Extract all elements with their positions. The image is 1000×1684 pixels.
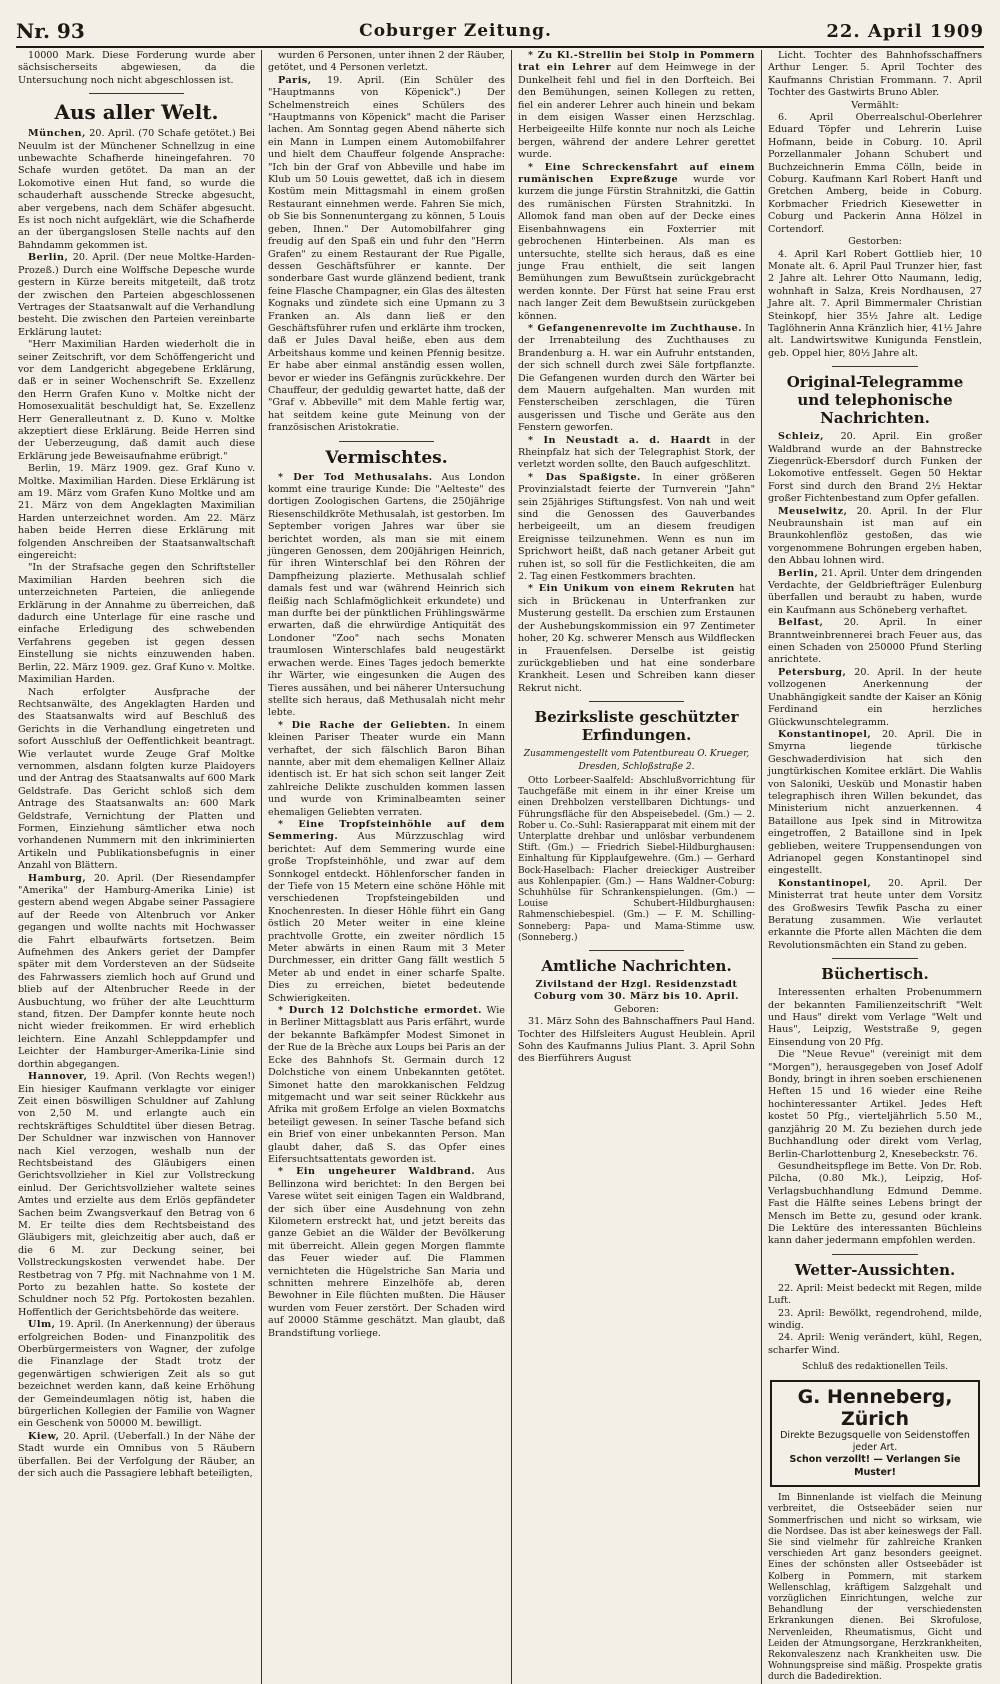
article-text: hat sich in Brückenau in Unterfranken zur Musterung gestellt. Da erschien zum Erstaunen der Aushebungskommission ein 97 Zentimeter hoher, 20 Kg. schwerer Mensch aus Wildflecken in Frauenfelsen. Derselbe ist geistig zurückgeblieben und hat eine sonderbare Krankheit. Lesen und Schreiben kann dieser Rekrut nicht. [518, 583, 755, 694]
article-text: Aus Mürzzuschlag wird berichtet: Auf dem Semmering wurde eine große Tropfsteinhöhle, und zwar auf dem Sonnkogel entdeckt. Höhlenforscher fanden in der Tiefe von 15 Metern eine schöne Höhle mit verschiedenen Tropfsteingebilden und Knochenresten. In dieser Höhle führt ein Gang östlich 20 Meter weiter in eine kleine prachtvolle Grotte, ein zweiter nördlich 15 Meter abwärts in einen Raum mit 3 Meter Durchmesser, ein dritter Gang fällt westlich 5 Meter ab und endet in einer scharfe Spalte. Dies zu erreichen, bietet bedeutende Schwierigkeiten. [268, 831, 505, 1004]
dateline: Konstantinopel, [778, 877, 872, 889]
article-paragraph [268, 472, 505, 720]
divider [589, 950, 684, 951]
dateline: Berlin, [778, 567, 819, 579]
section-title: Büchertisch. [821, 965, 929, 984]
column-4 [762, 50, 988, 1684]
article-paragraph: 4. April Karl Robert Gottlieb hier, 10 Monate alt. 6. April Paul Trunzer hier, fast 2 Jahre alt. Lehrer Otto Naumann, ledig, wohnhaft in Salza, Kreis Nordhausen, 27 Jahre alt. 7. April Bimmermaler Christian Steinkopf, hier 35½ Jahre alt. Ledige Taglöhnerin Anna Kränzlich hier, 41½ Jahre alt. Landwirtswitwe Kunigunda Fenstlein, geb. Oppel hier, 80½ Jahre alt. [768, 248, 982, 359]
article-text: 20. April. In einer Branntweinbrennerei brach Feuer aus, das einen Schaden von 250000 Pfund Sterling anrichtete. [768, 617, 982, 666]
article-text: 19. April. (In Anerkennung) der überaus erfolgreichen Boden- und Finanzpolitik des Oberbürgermeisters von Wagner, der zufolge die Finanzlage der Stadt trotz der gegenwärtigen schwierigen Zeit als so gut bezeichnet werden kann, daß keine Erhöhung der Gemeindeumlagen nötig ist, haben die bürgerlichen Kollegien der Familie von Wagner ein Geschenk von 50000 M. bewilligt. [18, 1319, 255, 1430]
dateline: Hannover, [28, 1071, 88, 1083]
subsection-heading: Vermählt: [851, 99, 899, 111]
article-paragraph: wurden 6 Personen, unter ihnen 2 der Räuber, getötet, und 4 Personen verletzt. [268, 50, 505, 74]
dateline: Meuselwitz, [778, 505, 848, 517]
issue-date: 22. April 1909 [826, 20, 984, 42]
article-paragraph: Im Binnenlande ist vielfach die Meinung verbreitet, die Ostseebäder seien nur Sommerfrischen und nicht so wirksam, wie die Nordsee. Das ist aber keineswegs der Fall. Sie sind vielmehr für zahlreiche Kranken verschieden Art ganz besonders geeignet. Eines der schönsten aller Ostseebäder ist Kolberg in Pommern, mit starkem Wellenschlag, kräftigem Salzgehalt und vorzüglichen Einrichtungen, welche zur Behandlung der verschiedensten Erkrankungen dienen. Bei Skrofulose, Nervenleiden, Rheumatismus, Gicht und Leiden der Atmungsorgane, Herzkrankheiten, Rekonvaleszenz nach Krankheiten usw. Die Wohnungspreise sind mäßig. Prospekte gratis durch die Badedirektion. [768, 1493, 982, 1683]
dateline: Petersburg, [778, 666, 847, 678]
article-paragraph: Nach erfolgter Ausfprache der Rechtsanwälte, des Angeklagten Harden und des Staatsanwalts wird auf Beschluß des Gerichts in die Verhandlung eingetreten und sofort Ausschluß der Oeffentlichkeit beantragt. Wie verlautet wurde Zeuge Graf Moltke vernommen, alsdann folgten kurze Plaidoyers und der Antrag des Staatsanwalts auf 600 Mark Geldstrafe. Das Gericht schloß sich dem Antrage des Staatsanwalts an: 600 Mark Geldstrafe, Vernichtung der Platten und Formen, Einziehung sämtlicher etwa noch vorhandenen Nummern mit den inkriminierten Artikeln und Publikationsbefugnis in einer Anzahl von Blättern. [18, 686, 255, 872]
advertisement-line: Direkte Bezugsquelle von Seidenstoffen jeder Art. [780, 1429, 970, 1453]
article-paragraph: Licht. Tochter des Bahnhofsschaffners Arthur Lenger. 5. April Tochter des Kaufmanns Christian Frommann. 7. April Tochter des Gastwirts Bruno Abler. [768, 50, 982, 99]
article-text: 20. April. (70 Schafe getötet.) Bei Neuulm ist der Münchener Schnellzug in eine unbewachte Schafherde hineingefahren. 70 Schafe wurden getötet. Da man an der Lokomotive einen Hut fand, so wurde die schauderhaft ausschende Strecke abgesucht, aber vergebens, nach dem Schäfer abgesucht. Es ist noch nicht aufgeklärt, wie die Schafherde an der übergangslosen Stelle nachts auf den Bahndamm gekommen ist. [18, 128, 256, 251]
article-paragraph [518, 583, 755, 695]
dateline: Ulm, [28, 1319, 56, 1331]
dateline: Kiew, [28, 1430, 60, 1442]
article-paragraph: Die "Neue Revue" (vereinigt mit dem "Morgen"), herausgegeben von Josef Adolf Bondy, bringt in ihren soeben erschienenen Heften 15 und 16 wieder eine Reihe hochinteressanter Artikel. Jedes Heft kostet 50 Pfg., vierteljährlich 5.50 M., ganzjährig 20 M. Zu beziehen durch jede Buchhandlung oder direkt vom Verlag, Berlin-Charlottenburg 2, Knesebeckstr. 76. [768, 1049, 982, 1160]
divider [832, 1254, 918, 1255]
article-text: 20. April. In der Flur Neubraunshain ist man auf ein Braunkohlenflöz gestoßen, das wie vorgenommene Bohrungen ergeben haben, den Abbau lohnen wird. [768, 505, 982, 567]
article-paragraph [268, 819, 505, 1005]
article-text: 20. April. (Ueberfall.) In der Nähe der Stadt wurde ein Omnibus von 5 Räubern überfallen. Bei der Verfolgung der Räuber, an der sich auch die Passagiere lebhaft beteiligten, [18, 1430, 255, 1480]
article-headline: * Die Rache der Geliebten. [278, 719, 451, 731]
article-text: 20. April. (Der Riesendampfer "Amerika" der Hamburg-Amerika Linie) ist gestern abend wegen Abgabe seiner Passagiere auf der Reede von Altenbruch vor Anker gegangen und wollte nachts mit Hochwasser die Fahrt elbaufwärts fortsetzen. Beim Aufnehmen des Ankers geriet der Dampfer später mit dem Vordersteven an der Südseite des Fahrwassers ziemlich hoch auf Grund und blieb auf der Altenbrucher Reede in der Ausbuchtung, wo früher der alte Leuchtturm stand, fitzen. Der Dampfer konnte heute noch nicht wieder freikommen. Er wird erheblich leichtern. Eine Anzahl Schleppdampfer und Leichter der Hamburger-Amerika-Linie sind dorthin abgegangen. [18, 872, 255, 1070]
article-text: In der Irrenabteilung des Zuchthauses zu Brandenburg a. H. war ein Aufruhr entstanden, der sich schnell durch zwei Säle fortpflanzte. Die Gefangenen wurden durch den Wärter bei dem Mauern aufgehalten. Man wurden mit Fensterscheiben zerschlagen, die Türen ausgerissen und Tische und Geräte aus den Fenstern geworfen. [518, 322, 755, 434]
article-text: 20. April. (Der neue Moltke-Harden-Prozeß.) Durch eine Wolffsche Depesche wurde gestern in Kürze bereits mitgeteilt, daß trotz der zwischen den Parteien abgeschlossenen Vertrages der Staatsanwalt auf die Verhandlung besteht. Die zwischen den Parteien vereinbarte Erklärung lautet: [18, 252, 255, 338]
article-paragraph: 6. April Oberrealschul-Oberlehrer Eduard Töpfer und Lehrerin Luise Hofmann, beide in Coburg. 10. April Porzellanmaler Johann Schubert und Buchzeichnerin Emma Cölln, beide in Coburg. Kaufmann Karl Robert Hanft und Gretchen Amberg, beide in Coburg. Korbmacher Friedrich Kiesewetter in Coburg und Packerin Anna Hölzel in Cortendorf. [768, 112, 982, 235]
end-of-editorial-note: Schluß des redaktionellen Teils. [802, 1362, 948, 1373]
article-paragraph [518, 472, 755, 584]
article-paragraph [268, 720, 505, 819]
advertisement-title: G. Henneberg, Zürich [797, 1385, 953, 1430]
article-text: In einem kleinen Pariser Theater wurde ein Mann verhaftet, der sich fälschlich Baron Bihan nannte, aber mit dem ehemaligen Kellner Allaiz identisch ist. Er hat sich schon seit langer Zeit zahlreiche Delikte zuschulden kommen lassen und wurde von Kriminalbeamten seiner ehemaligen Geliebten verraten. [268, 719, 506, 818]
article-paragraph [768, 431, 982, 505]
article-headline: * Gefangenenrevolte im Zuchthause. [528, 322, 742, 334]
article-paragraph [768, 506, 982, 568]
article-text: 19. April. (Ein Schüler des "Hauptmanns von Köpenick".) Der Schelmenstreich eines Schülers des "Hauptmanns von Köpenick" macht die Pariser lachen. Am Sonntag gegen Abend näherte sich ein Mann in Lumpen einem Automobilfahrer und hielt dem Chauffeur folgende Ansprache: "Ich bin der Graf von Abbeville und habe im Klub um 50 Louis gewettet, daß ich in diesem Kostüm mein Mittagsmahl in einem großen Restaurant einnehmen werde. Fahren Sie mich, ob Sie bis Sonnenuntergang zu können, 5 Louis geben, Ihnen." Der Automobilfahrer ging freudig auf den Spaß ein und fuhr den "Herrn Grafen" zu einem Restaurant der Rue Pigalle, dessen Geschäftsführer er kannte. Der sonderbare Gast wurde glänzend bedient, trank feine Flasche Champagner, ein Glas des ältesten Kognaks und zündete sich eine Upmann zu 3 Franken an. Als dann ließ er den Geschäftsführer rufen und erklärte ihm trocken, daß er Jules Daval heiße, eben aus dem Arbeitshaus komme und keinen Pfennig besitze. Er habe aber einmal anständig essen wollen, bevor er wieder ins Gefängnis zurückkehre. Der Chauffeur, der geduldig gewartet hatte, daß der "Graf v. Abbeville" mit dem Mahle fertig war, hat seitdem keine gute Meinung von der französischen Aristokratie. [268, 74, 505, 434]
article-paragraph [518, 323, 755, 435]
article-headline: * Eine Schreckensfahrt auf einem rumänischen Expreßzuge [518, 161, 755, 186]
section-subtitle: Zusammengestellt vom Patentbureau O. Krueger, Dresden, Schloßstraße 2. [523, 749, 750, 772]
article-text: 20. April. Die in Smyrna liegende türkische Geschwaderdivision hat sich den jungtürkischen Komitee erklärt. Die Wahlis von Saloniki, Uesküb und Monastir haben telegraphisch ihren Willen bekundet, das Ministerium nicht anzuerkennen. 4 Bataillone aus Ipek sind in Mitrowitza eingetroffen, 2 Bataillone sind in Ipek geblieben, weitere Truppensendungen von Adrianopel gegen Konstantinopel sind eingestellt. [768, 728, 982, 877]
article-paragraph [518, 162, 755, 323]
section-title: Original-Telegramme und telephonische Nachrichten. [786, 373, 964, 428]
article-text: wurde vor kurzem die junge Fürstin Strahnitzki, die Gattin des rumänischen Fürsten Strahnitzki. In Allomok fand man oben auf der Decke eines Eisenbahnwagens ein Foxterrier mit gebrochenen Hinterbeinen. Als man es untersuchte, stellte sich heraus, daß es eine junge Frau enthielt, die seit langen Bemühungen zum Bewußtsein zurückgebracht werden konnte. Der Fürst hat seine Frau erst nach langer Zeit dem Bewußtsein zurückgeben können. [518, 174, 755, 322]
column-3 [512, 50, 762, 1684]
article-paragraph: "Herr Maximilian Harden wiederholt die in seiner Zeitschrift, vor dem Schöffengericht und vor dem Landgericht abgegebene Erklärung, daß er in seiner Wochenschrift Se. Exzellenz den Herrn Grafen Kuno v. Moltke nicht der Homosexualität beschuldigt hat, Se. Exzellenz Herr Generalleutnant z. D. Kuno v. Moltke akzeptiert diese Erklärung. Beide Herren sind der Ueberzeugung, daß damit auch diese Erklärung jede Beweisaufnahme erübrigt." [18, 339, 255, 462]
article-headline: * In Neustadt a. d. Haardt [528, 434, 712, 446]
section-title: Vermischtes. [325, 447, 448, 468]
divider [89, 93, 184, 94]
article-paragraph [768, 568, 982, 618]
divider [832, 958, 918, 959]
article-paragraph: 10000 Mark. Diese Forderung wurde aber sächsischerseits abgewiesen, da die Untersuchung noch nicht abgeschlossen ist. [18, 50, 255, 86]
advertisement-box [770, 1380, 980, 1488]
article-paragraph [18, 128, 255, 252]
article-headline: * Der Tod Methusalahs. [278, 471, 433, 483]
article-paragraph [268, 1166, 505, 1340]
newspaper-title: Coburger Zeitung. [359, 21, 552, 41]
section-title: Wetter-Aussichten. [794, 1260, 956, 1279]
divider [832, 366, 918, 367]
article-paragraph [18, 252, 255, 339]
columns [12, 50, 988, 1683]
article-text: Aus London kommt eine traurige Kunde: Die "Aelteste" des dortigen Zoologischen Gartens, die 250jährige Riesenschildkröte Methusalah, ist gestorben. Im September vorigen Jahres war über sie berichtet worden, als man sie mit einem jüngeren Genossen, dem 200jährigen Heinrich, für ihren Winterschlaf bei den Röhren der Dampfheizung plazierte. Methusalah schlief damals fest und war (während Heinrich sich fleißig nach Schlafmöglichkeit erkundete) und man durfte bei der pünktlichen Frühlingswärme erwarten, daß die ehrwürdige Antiquität des Londoner "Zoo" nach sechs Monaten traumlosen Winterschlafes bald neugestärkt erwachen werde. Eines Tages jedoch bemerkte ihr Wärter, wie eingesunken die Augen des Tieres aussähen, und bei näherer Untersuchung stellte sich heraus, daß Methusalah nicht mehr lebte. [268, 471, 505, 719]
article-paragraph [768, 878, 982, 952]
article-paragraph [768, 729, 982, 878]
section-title: Aus aller Welt. [54, 100, 219, 125]
article-headline: * Ein ungeheurer Waldbrand. [278, 1166, 476, 1178]
dateline: Paris, [278, 74, 312, 86]
divider [339, 441, 434, 442]
article-paragraph: Berlin, 19. März 1909. gez. Graf Kuno v. Moltke. Maximilian Harden. Diese Erklärung ist am 19. März vom Grafen Kuno Moltke und am 21. März von dem Angeklagten Maximilian Harden unterzeichnet worden. Am 22. März haben beide Herren diese Erklärung mit folgenden Anschreiben der Staatsanwaltschaft eingereicht: [18, 463, 255, 562]
divider [589, 701, 684, 702]
section-title: Amtliche Nachrichten. [541, 956, 732, 975]
article-paragraph [518, 50, 755, 162]
issue-number: Nr. 93 [16, 19, 85, 43]
dateline: Schleiz, [778, 431, 824, 443]
article-headline: * Ein Unikum von einem Rekruten [528, 583, 735, 595]
article-text: in der Rheinpfalz hat sich der Telegraphist Stork, der verletzt worden sollte, den Bauch aufgeschlitzt. [518, 434, 755, 471]
advertisement-line: Schon verzollt! — Verlangen Sie Muster! [789, 1454, 961, 1478]
article-text: auf dem Heimwege in der Dunkelheit fehl und fiel in den Dorfteich. Bei den Bemühungen, seinen Kollegen zu retten, fiel ein anderer Lehrer auch hinein und bekam in dem eisigen Wasser einen Herzschlag. Herbeigeeilte Hilfe konnte nur noch als Leiche bergen, während der andere Lehrer gerettet wurde. [518, 62, 755, 161]
article-paragraph [18, 1431, 255, 1481]
article-text: 20. April. Ein großer Waldbrand wurde an der Bahnstrecke Ziegenrück-Ebersdorf durch Funken der Lokomotive entfesselt. Gegen 50 Hektar Forst sind durch den Brand 2½ Hektar großer Fichtenbestand zum Opfer gefallen. [768, 431, 982, 505]
article-paragraph [18, 1071, 255, 1319]
weather-line: 24. April: Wenig verändert, kühl, Regen, scharfer Wind. [768, 1332, 982, 1356]
article-text: 20. April. In der heute vollzogenen Anerkennung der Unabhängigkeit sandte der Kaiser an König Ferdinand ein herzliches Glückwunschtelegramm. [768, 666, 982, 728]
article-paragraph [268, 1005, 505, 1166]
article-paragraph [768, 617, 982, 667]
article-paragraph [768, 667, 982, 729]
article-headline: * Eine Tropfsteinhöhle auf dem Semmering. [268, 818, 505, 843]
column-1 [12, 50, 262, 1684]
article-paragraph [18, 873, 255, 1072]
article-paragraph [518, 435, 755, 472]
article-paragraph: 31. März Sohn des Bahnschaffners Paul Hand. Tochter des Hilfsleiters August Heublein. April Sohn des Kaufmanns Julius Plant. 3. April Sohn des Bierführers August [518, 1016, 755, 1065]
masthead [16, 16, 984, 48]
dateline: Belfast, [778, 617, 824, 629]
article-text: 19. April. (Von Rechts wegen!) Ein hiesiger Kaufmann verklagte vor einiger Zeit einen böswilligen Schuldner auf Zahlung von 2,50 M. und erlangte auch ein rechtskräftiges Schuldtitel über diesen Betrag. Der Schuldner war inzwischen von Hannover nach Kiel verzogen, weshalb nun der Rechtsbeistand des Gläubigers einen Gerichtsvollzieher in Kiel zur Vollstreckung einlud. Der Gerichtsvollzieher waltete seines Amtes und erzielte aus dem Erlös gepfändeter Sachen beim Zwangsverkauf den Betrag von 6 M. Er teilte dies dem Rechtsbeistand des Gläubigers mit, gleichzeitig aber auch, daß er die 6 M. zur Deckung seiner, bei Vollstreckungskosten verwendet habe. Der Restbetrag von 7 Pfg. mit Nachnahme von 1 M. Porto zu bezahlen hatte. So kostete der Schuldner noch 52 Pfg. Portokosten bezahlen. Hoffentlich der Gerichtsbehörde das weitere. [18, 1071, 255, 1318]
weather-line: 23. April: Bewölkt, regendrohend, milde, windig. [768, 1307, 982, 1331]
section-subtitle: Zivilstand der Hzgl. Residenzstadt Coburg vom 30. März bis 10. April. [534, 978, 739, 1003]
dateline: München, [28, 128, 86, 140]
article-headline: * Zu Kl.-Strellin bei Stolp in Pommern trat ein Lehrer [518, 50, 755, 74]
section-title: Bezirksliste geschützter Erfindungen. [534, 708, 739, 745]
article-headline: * Das Spaßigste. [528, 471, 641, 483]
article-paragraph: Interessenten erhalten Probenummern der bekannten Familienzeitschrift "Welt und Haus" direkt vom Verlage "Welt und Haus", Leipzig, Weststraße 9, gegen Einsendung von 20 Pfg. [768, 987, 982, 1048]
dateline: Hamburg, [28, 872, 87, 884]
article-text: 20. April. Der Ministerrat trat heute unter dem Vorsitz des Großwesirs Tewfik Pascha zu einer Beratung zusammen. Wie verlautet erkannte die Pforte allen Mächten die dem Revolutionsmächten ein Stand zu geben. [768, 877, 982, 951]
subsection-heading: Geboren: [614, 1003, 659, 1015]
subsection-heading: Gestorben: [848, 236, 902, 248]
article-text: In einer größeren Provinzialstadt feierte der Turnverein "Jahn" sein 25jähriges Stiftungsfest. Von nah und weit sind die Genossen des Gauverbandes herbeigeeilt, um an diesem freudigen Ereignisse teilzunehmen. Wenn es nun im Sprichwort heißt, daß nach getaner Arbeit gut ruhen ist, so soll für die Festlichkeiten, die am 2. Tag einen Festkommers brachten. [518, 471, 755, 583]
article-paragraph: Gesundheitspflege im Bette. Von Dr. Rob. Pilcha, (0.80 Mk.), Leipzig, Hof-Verlagsbuchhandlung Edmund Demme. Fast die Hälfte seines Lebens bringt der Mensch im Bette zu, gesund oder krank. Die Lektüre des interessanten Büchleins kann daher jedermann empfohlen werden. [768, 1160, 982, 1247]
article-headline: * Durch 12 Dolchstiche ermordet. [278, 1005, 482, 1017]
weather-line: 22. April: Meist bedeckt mit Regen, milde Luft. [768, 1282, 982, 1307]
article-paragraph: Otto Lorbeer-Saalfeld: Abschlußvorrichtung für Tauchgefäße mit einem in ihr einer Kreise um einen Drehbolzen verstellbaren Dichtungs- und Führungsfläche für den Abspeisebedel. (Gm.) — 2. Rober u. Co.-Suhl: Rasierapparat mit einem mit der Unterplatte drehbar und unlösbar verbundenem Stift. (Gm.) — Friedrich Siebel-Hildburghausen: Einhaltung für Kipplaufgewehre. (Gm.) — Gerhard Bock-Haselbach: Flacher dreieckiger Austreiber aus Kohlenpapier. (Gm.) — Hans Waldner-Coburg: Schuhhülse für Schrankenspielungen. (Gm.) — Louise Schubert-Hildburghausen: Rahmenschiebespiel. (Gm.) — F. M. Schilling-Sonneberg: Papa- und Mama-Stimme usw. (Sonneberg.) [518, 775, 755, 943]
dateline: Berlin, [28, 252, 69, 264]
article-text: 21. April. Unter dem dringenden Verdachte, der Geldbriefträger Eulenburg überfallen und beraubt zu haben, wurde ein Kaufmann aus Schöneberg verhaftet. [768, 567, 982, 616]
article-paragraph [18, 1319, 255, 1431]
article-paragraph [268, 75, 505, 435]
article-text: Aus Bellinzona wird berichtet: In den Bergen bei Varese wütet seit einigen Tagen ein Waldbrand, der sich über eine Ausdehnung von zehn Kilometern erstreckt hat, und jetzt bereits das ganze Gebiet an die Wälder der Bevölkerung mit überreicht. Allein gegen Morgen flammte das Feuer wieder auf. Die Flammen vernichteten die Hügelstriche San Maria und schnitten mehrere Einzelhöfe ab, deren Bewohner in Eile flüchten mußten. Die Häuser wurden vom Feuer zerstört. Der Schaden wird auf 20000 Stämme geschätzt. Man glaubt, daß Brandstiftung vorliege. [268, 1166, 505, 1339]
dateline: Konstantinopel, [778, 728, 872, 740]
column-2 [262, 50, 512, 1684]
article-paragraph: "In der Strafsache gegen den Schriftsteller Maximilian Harden beehren sich die unterzeichneten Parteien, die anliegende Erklärung in der Annahme zu überreichen, daß dadurch eine Unterlage für eine rasche und einfache Erledigung des schwebenden Verfahrens gegeben ist gegen dessen Einstellung sie nichts einzuwenden haben. Berlin, 22. März 1909. gez. Graf Kuno v. Moltke. Maximilian Harden. [18, 562, 255, 686]
article-text: Wie in Berliner Mittagsblatt aus Paris erfährt, wurde der bekannte Bafkämpfer Modest Simonet in der Rue de la Brèche aux Loups bei Paris an der Ecke des Bahnhofs St. Germain durch 12 Dolchstiche von einem Unbekannten getötet. Simonet hatte den marokkanischen Feldzug mitgemacht und war seit seiner Rückkehr aus Afrika mit großem Erfolge an vielen Boxmatchs beteiligt gewesen. In seiner Tasche befand sich ein Brief von einer unbekannten Person. Man glaubt daher, daß S. das Opfer eines Eifersuchtsattentats geworden ist. [268, 1005, 505, 1165]
